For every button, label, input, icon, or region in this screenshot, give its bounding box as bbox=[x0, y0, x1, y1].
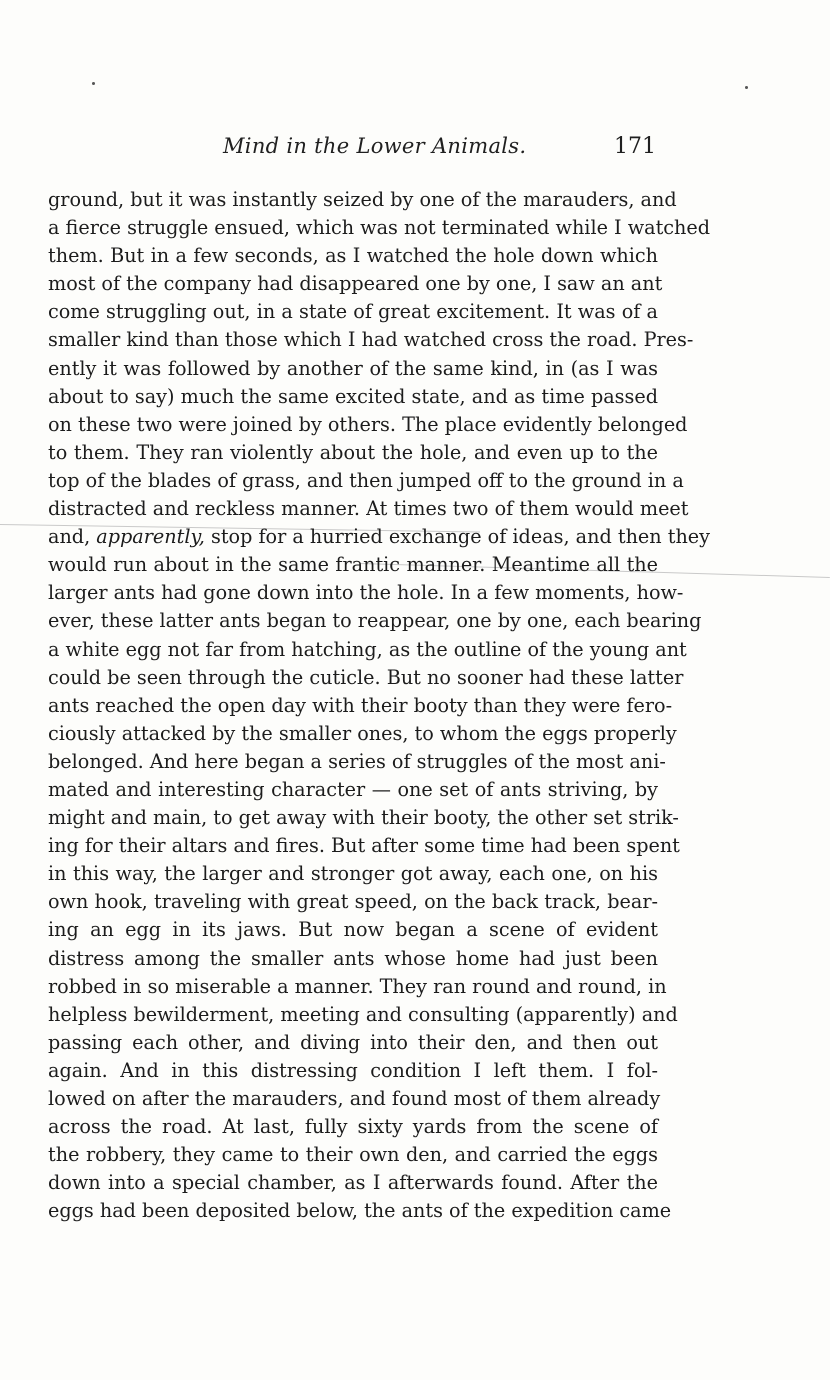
text-line: most of the company had disappeared one by one, I saw an ant bbox=[48, 272, 663, 296]
text-line: helpless bewilderment, meeting and consulting (apparently) and bbox=[48, 1002, 678, 1026]
text-line: distracted and reckless manner. At times two of them would meet bbox=[48, 497, 689, 521]
ink-speck bbox=[745, 86, 748, 89]
page-number: 171 bbox=[614, 134, 656, 159]
text-line: could be seen through the cuticle. But no sooner had these latter bbox=[48, 665, 684, 689]
text-line: to them. They ran violently about the hole, and even up to the bbox=[48, 440, 658, 464]
text-line: ants reached the open day with their booty than they were fero- bbox=[48, 693, 673, 717]
text-line-with-emphasis bbox=[48, 523, 711, 551]
text-line: ing an egg in its jaws. But now began a scene of evident bbox=[48, 918, 658, 942]
running-head bbox=[48, 134, 658, 164]
text-line: ently it was followed by another of the same kind, in (as I was bbox=[48, 356, 658, 380]
text-line: larger ants had gone down into the hole. In a few moments, how- bbox=[48, 581, 684, 605]
text-line: ever, these latter ants began to reappear, one by one, each bearing bbox=[48, 609, 702, 633]
text-line: belonged. And here began a series of struggles of the most ani- bbox=[48, 749, 666, 773]
ink-speck bbox=[92, 82, 95, 85]
text-line: ground, but it was instantly seized by one of the marauders, and bbox=[48, 188, 677, 211]
text-line: own hook, traveling with great speed, on the back track, bear- bbox=[48, 890, 658, 914]
text-line: lowed on after the marauders, and found most of them already bbox=[48, 1087, 661, 1110]
text-line: a white egg not far from hatching, as the outline of the young ant bbox=[48, 637, 687, 661]
emphasis-apparently: apparently, bbox=[96, 525, 205, 549]
line-remainder: stop for a hurried exchange of ideas, and then they bbox=[210, 525, 711, 549]
text-line: would run about in the same frantic manner. Meantime all the bbox=[48, 553, 658, 577]
text-line: on these two were joined by others. The place evidently belonged bbox=[48, 412, 688, 436]
text-line: about to say) much the same excited state, and as time passed bbox=[48, 384, 658, 408]
text-line: the robbery, they came to their own den, and carried the eggs bbox=[48, 1143, 658, 1167]
body-text bbox=[48, 186, 711, 1225]
running-title: Mind in the Lower Animals. bbox=[223, 134, 527, 158]
text-line: in this way, the larger and stronger got away, each one, on his bbox=[48, 862, 658, 886]
text-line: down into a special chamber, as I afterwards found. After the bbox=[48, 1171, 658, 1195]
text-line: ing for their altars and fires. But after some time had been spent bbox=[48, 834, 680, 858]
text-line: come struggling out, in a state of great excitement. It was of a bbox=[48, 300, 658, 324]
text-line: smaller kind than those which I had watched cross the road. Pres- bbox=[48, 328, 694, 352]
text-line: again. And in this distressing condition I left them. I fol- bbox=[48, 1058, 658, 1082]
text-line: might and main, to get away with their booty, the other set strik- bbox=[48, 806, 679, 830]
text-line: robbed in so miserable a manner. They ran round and round, in bbox=[48, 974, 667, 998]
text-line: eggs had been deposited below, the ants of the expedition came bbox=[48, 1199, 672, 1223]
text-line: top of the blades of grass, and then jumped off to the ground in a bbox=[48, 468, 684, 492]
line-prefix: and, bbox=[48, 525, 97, 549]
text-line: distress among the smaller ants whose home had just been bbox=[48, 946, 658, 970]
text-line: a fierce struggle ensued, which was not terminated while I watched bbox=[48, 216, 711, 240]
text-line: ciously attacked by the smaller ones, to whom the eggs properly bbox=[48, 721, 677, 745]
text-line: passing each other, and diving into their den, and then out bbox=[48, 1030, 658, 1054]
text-line: across the road. At last, fully sixty yards from the scene of bbox=[48, 1115, 658, 1139]
text-line: them. But in a few seconds, as I watched the hole down which bbox=[48, 244, 658, 268]
text-line: mated and interesting character — one set of ants striving, by bbox=[48, 777, 658, 801]
